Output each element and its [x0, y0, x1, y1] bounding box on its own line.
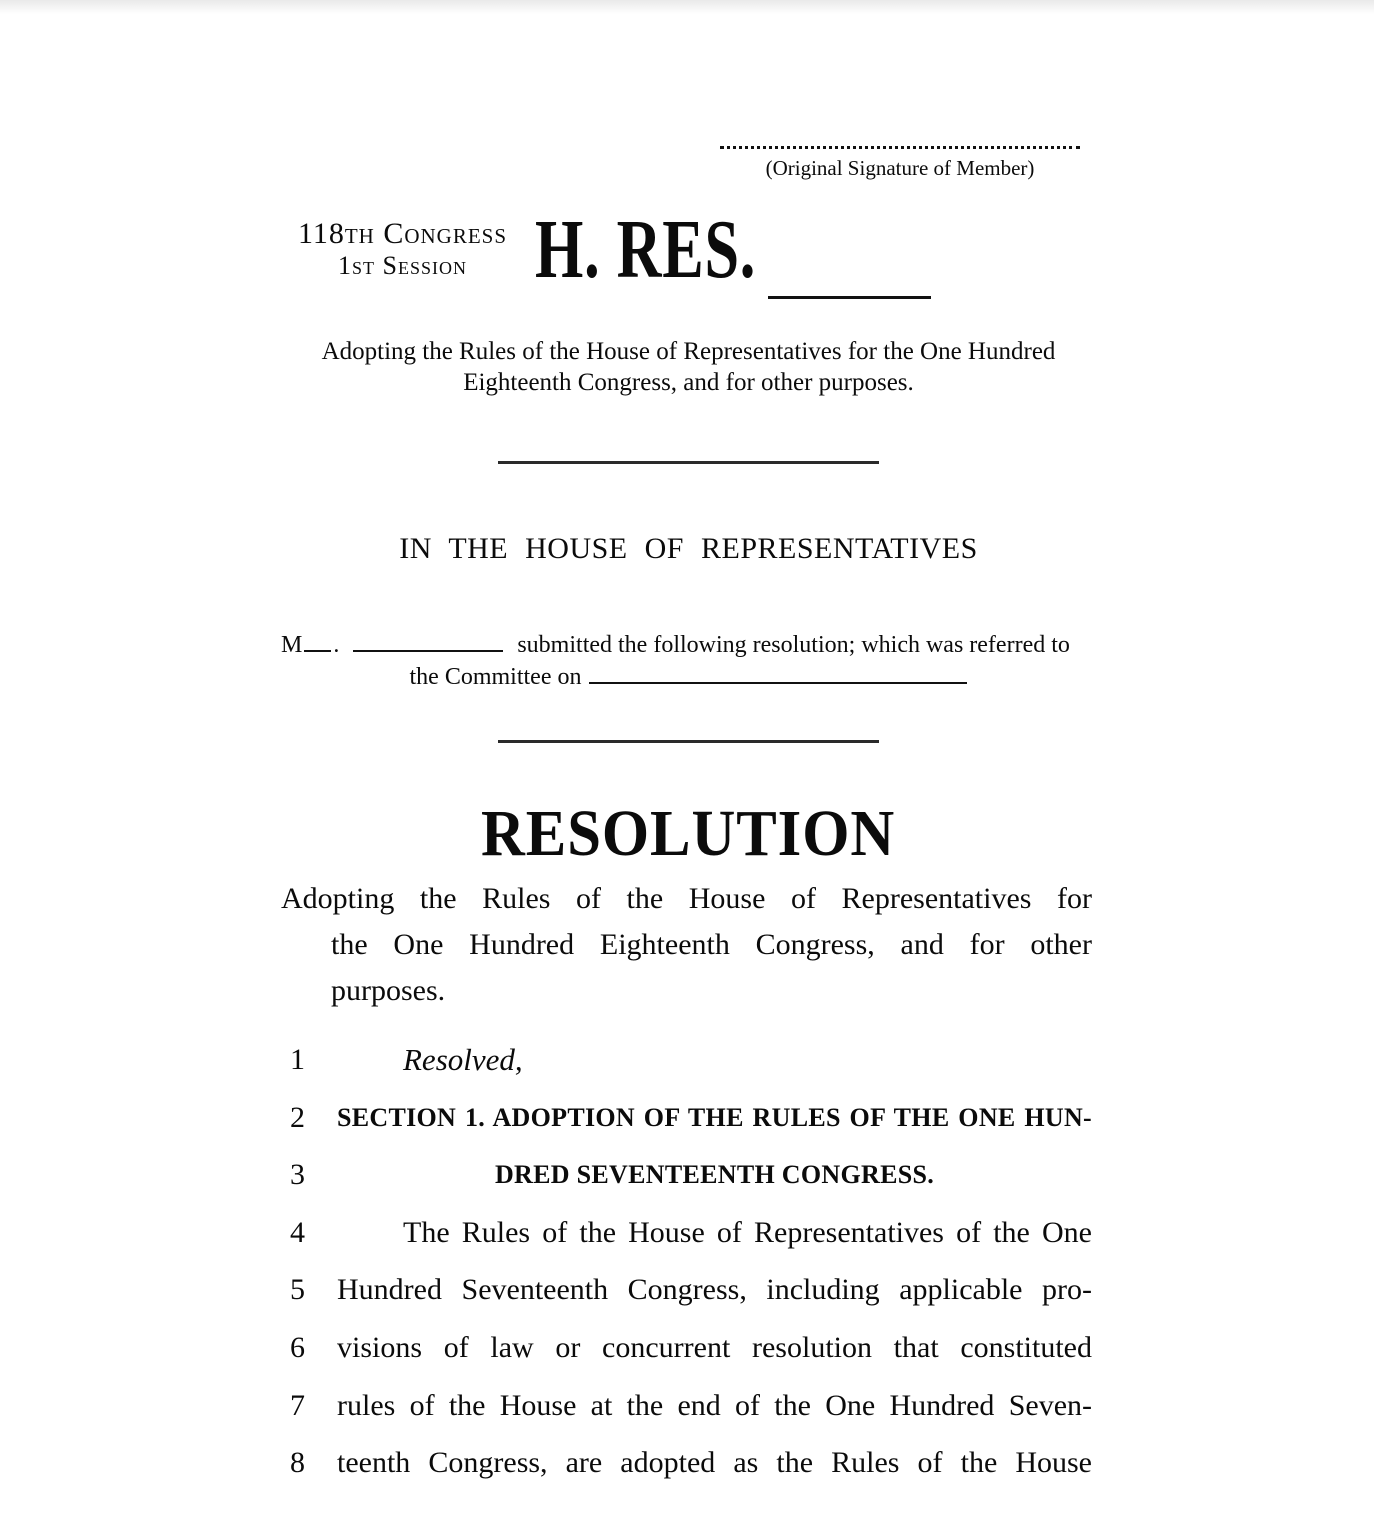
bill-type-label: [535, 203, 834, 296]
submission-line2: [281, 661, 1096, 693]
line-number: 1: [290, 1043, 305, 1076]
bill-line: [285, 1377, 1092, 1435]
bill-line: [285, 1434, 1092, 1492]
bill-body: [285, 1031, 1092, 1492]
sponsor-period: .: [333, 632, 340, 658]
section-heading-line1: SECTION 1. ADOPTION OF THE RULES OF THE ONE HUN-: [337, 1102, 1092, 1132]
resolution-summary-line3: purposes.: [331, 974, 446, 1007]
section-heading-line2: DRED SEVENTEENTH CONGRESS.: [494, 1160, 935, 1190]
submission-clause: [281, 629, 1096, 693]
resolved-clause: Resolved,: [403, 1042, 523, 1077]
bill-line: [285, 1261, 1092, 1319]
bill-line: [285, 1204, 1092, 1262]
body-text-line: The Rules of the House of Representatives of the One: [403, 1215, 1092, 1249]
sponsor-prefix: M: [281, 632, 303, 658]
resolution-summary-line1: Adopting the Rules of the House of Representatives for: [281, 882, 1092, 915]
body-text-line: Hundred Seventeenth Congress, including applicable pro-: [337, 1273, 1092, 1307]
resolution-summary-line2: the One Hundred Eighteenth Congress, and for other: [331, 928, 1092, 961]
line-number: 5: [290, 1273, 305, 1307]
body-text-line: teenth Congress, are adopted as the Rules of the House: [337, 1446, 1092, 1480]
signature-caption: (Original Signature of Member): [765, 156, 1035, 180]
measure-title: [281, 336, 1096, 398]
line-number: 4: [290, 1215, 305, 1249]
session-number: 1st Session: [338, 251, 467, 280]
body-text-line: rules of the House at the end of the One Hundred Seven-: [337, 1388, 1092, 1422]
bill-header: [285, 203, 1100, 325]
page-top-shadow: [0, 0, 1374, 14]
measure-title-line2: Eighteenth Congress, and for other purposes.: [463, 369, 914, 396]
divider-rule-bottom: [498, 740, 879, 743]
signature-dotted-line: [720, 146, 1080, 149]
sponsor-surname-blank: [353, 648, 503, 652]
bill-number-blank: [768, 296, 931, 299]
sponsor-name-blank: [304, 648, 331, 652]
committee-label: the Committee on: [409, 664, 582, 690]
resolution-summary: [281, 876, 1092, 1014]
body-text-line: visions of law or concurrent resolution that constituted: [337, 1330, 1092, 1364]
bill-line: [285, 1089, 1092, 1147]
divider-rule-top: [498, 461, 879, 464]
congress-number: 118th Congress: [297, 217, 508, 250]
line-number: 7: [290, 1388, 305, 1422]
bill-line: [285, 1146, 1092, 1204]
signature-block: [720, 146, 1080, 181]
committee-name-blank: [589, 680, 967, 684]
line-number: 6: [290, 1330, 305, 1364]
measure-title-line1: Adopting the Rules of the House of Representatives for the One Hundred: [321, 338, 1056, 365]
submission-line1: [281, 629, 1096, 661]
bill-type-text: H. RES.: [535, 203, 757, 296]
congress-session-block: [285, 219, 520, 279]
resolution-heading: [281, 797, 1096, 870]
referral-text: submitted the following resolution; which was referred to: [517, 632, 1070, 658]
line-number: 3: [290, 1158, 305, 1192]
line-number: 2: [290, 1100, 305, 1134]
bill-line: [285, 1031, 1092, 1089]
chamber-heading: IN THE HOUSE OF REPRESENTATIVES: [399, 532, 978, 565]
line-number: 8: [290, 1446, 305, 1480]
bill-line: [285, 1319, 1092, 1377]
resolution-heading-text: RESOLUTION: [481, 797, 896, 870]
